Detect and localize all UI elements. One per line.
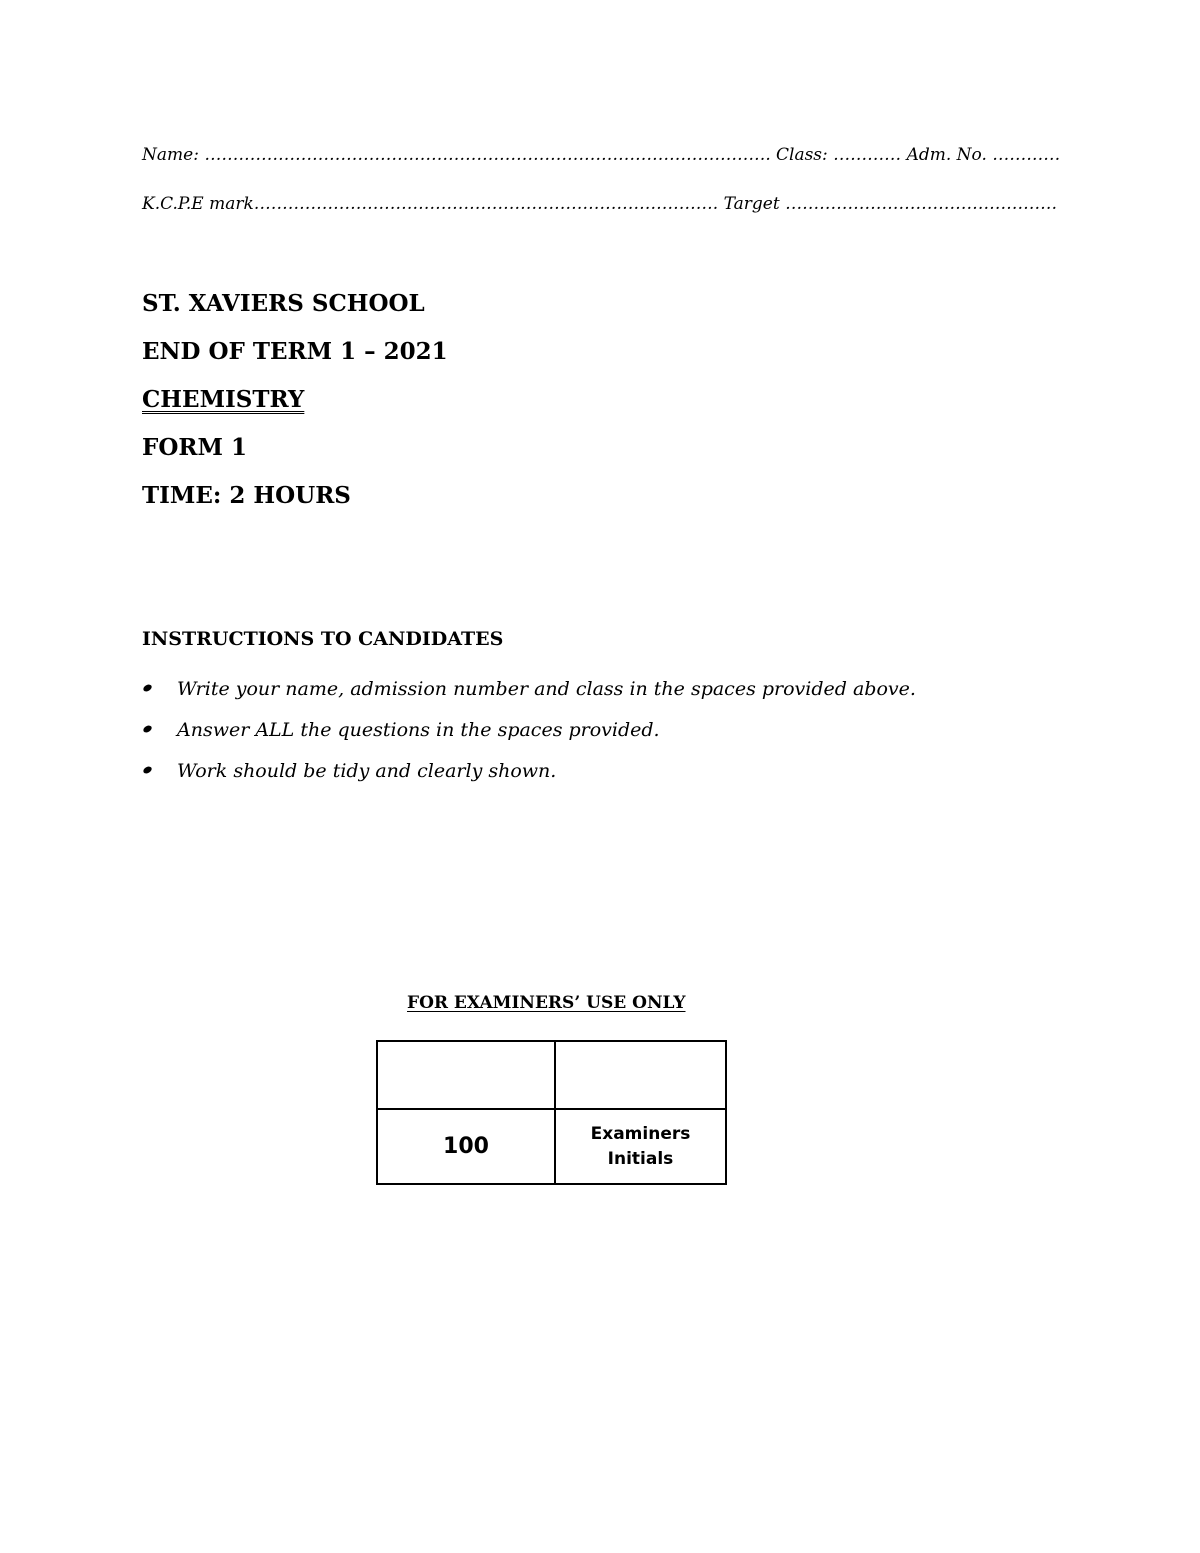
exam-title: END OF TERM 1 – 2021	[142, 338, 448, 365]
examiners-initials-label-cell	[556, 1110, 725, 1183]
form-label: FORM 1	[142, 434, 247, 461]
instruction-item	[143, 719, 660, 741]
class-adm-field-line: Class: ………… Adm. No. …………	[776, 145, 1061, 165]
total-marks: 100	[443, 1134, 489, 1159]
bullet-icon	[142, 765, 153, 775]
score-cell	[378, 1042, 556, 1110]
instruction-text: Write your name, admission number and class in the spaces provided above.	[177, 678, 916, 700]
instructions-heading: INSTRUCTIONS TO CANDIDATES	[142, 628, 504, 650]
name-field-line: Name: ……………………………………………………………………………………….	[142, 145, 771, 165]
school-name: ST. XAVIERS SCHOOL	[142, 290, 425, 317]
instruction-text: Work should be tidy and clearly shown.	[177, 760, 557, 782]
examiners-score-table	[376, 1040, 727, 1185]
initials-label: Initials	[607, 1148, 674, 1169]
initials-cell	[556, 1042, 725, 1110]
instruction-item	[143, 760, 556, 782]
time-label: TIME: 2 HOURS	[142, 482, 351, 509]
bullet-icon	[142, 724, 153, 734]
examiners-label: Examiners	[590, 1123, 691, 1144]
instruction-item	[143, 678, 916, 700]
examiners-use-heading: FOR EXAMINERS’ USE ONLY	[407, 993, 686, 1013]
subject-title: CHEMISTRY	[142, 386, 305, 413]
kcpe-target-field-line: K.C.P.E mark………………………………………………………………………. Target …………………………………………	[142, 194, 1058, 214]
bullet-icon	[142, 683, 153, 693]
total-marks-cell	[378, 1110, 556, 1183]
instruction-text: Answer ALL the questions in the spaces provided.	[177, 719, 660, 741]
